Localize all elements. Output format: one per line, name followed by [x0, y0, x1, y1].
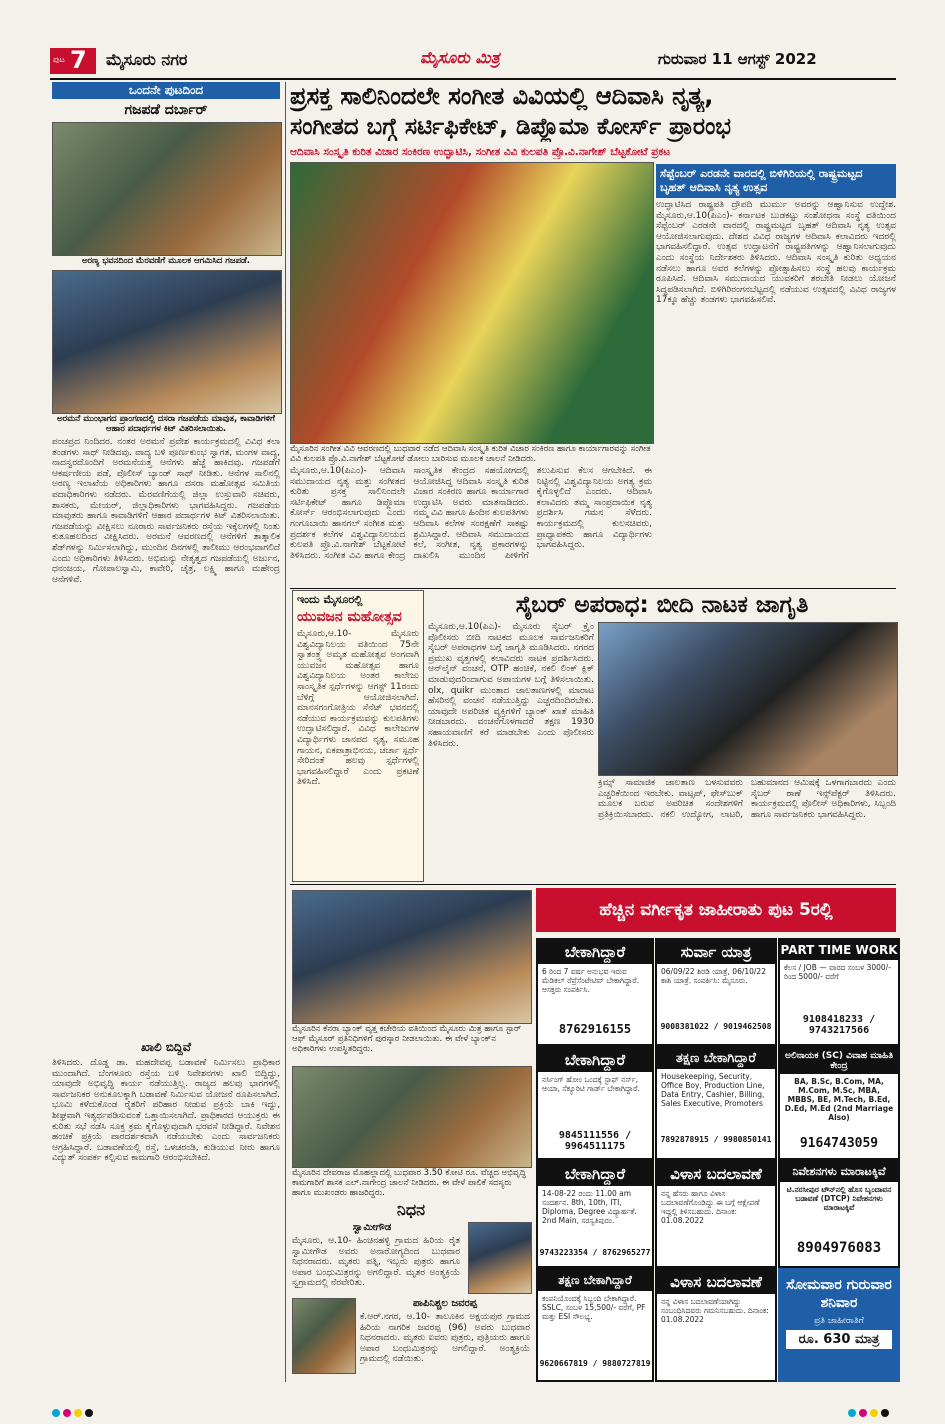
left-story-text: ಪಂಚಪ್ರದ ನಿಂದಿದರ. ನಂತರ ಅರಮನೆ ಪ್ರವೇಶ ಕಾರ್ಯಕ್ರಮದಲ್ಲಿ ವಿವಿಧ ಕಲಾ ತಂಡಗಳು ಸಾಥ್ ನೀಡಿದವು. ವಾದ್ಯ ಬಳಿ ಪೂರ್ಣಕುಂಭ ಸ್ವಾಗತ, ಮಂಗಳ ವಾದ್ಯ, ನಾದಸ್ವರದೊಂದಿಗೆ ಅರಮನೆಯತ್ತ ಆನೆಗಳು ಹೆಜ್ಜೆ ಹಾಕಿದವು. ಗಜಪಡೆಗೆ ಆಕರ್ಷಣೀಯ ಪಡೆ, ಪೊಲೀಸ್ ಬ್ಯಾಂಡ್ ಸಾಥ್ ನೀಡಿತು. ಆನೆಗಳ ಸಾಲಿನಲ್ಲಿ ಅರಣ್ಯ ಇಲಾಖೆಯ ಅಧಿಕಾರಿಗಳು ಹಾಗೂ ದಸರಾ ಮಹೋತ್ಸವ ಸಮಿತಿಯ ಪದಾಧಿಕಾರಿಗಳು ನಡೆದರು. ಮೆರವಣಿಗೆಯಲ್ಲಿ ಜಿಲ್ಲಾ ಉಸ್ತುವಾರಿ ಸಚಿವರು, ಶಾಸಕರು, ಮೇಯರ್, ಜಿಲ್ಲಾಧಿಕಾರಿಗಳು ಭಾಗವಹಿಸಿದ್ದರು. ಗಜಪಡೆಯ ಮಾವುತರು ಹಾಗೂ ಕಾವಾಡಿಗಳಿಗೆ ಆಹಾರ ಪದಾರ್ಥಗಳ ಕಿಟ್ ವಿತರಿಸಲಾಯಿತು. ಗಜಪಡೆಯನ್ನು ವೀಕ್ಷಿಸಲು ನೂರಾರು ಸಾರ್ವಜನಿಕರು ರಸ್ತೆಯ ಇಕ್ಕೆಲಗಳಲ್ಲಿ ನಿಂತು ಕುತೂಹಲದಿಂದ ವೀಕ್ಷಿಸಿದರು. ಅರಮನೆ ಆವರಣದಲ್ಲಿ ಆನೆಗಳಿಗೆ ತಾತ್ಕಾಲಿಕ ಶೆಡ್‌ಗಳನ್ನು ನಿರ್ಮಿಸಲಾಗಿದ್ದು, ಮುಂದಿನ ದಿನಗಳಲ್ಲಿ ತಾಲೀಮು ಆರಂಭವಾಗಲಿದೆ ಎಂದು ಅಧಿಕಾರಿಗಳು ತಿಳಿಸಿದರು. ಅಭಿಮನ್ಯು ನೇತೃತ್ವದ ಗಜಪಡೆಯಲ್ಲಿ ಅರ್ಜುನ, ಧನಂಜಯ, ಗೋಪಾಲಸ್ವಾಮಿ, ಕಾವೇರಿ, ಚೈತ್ರ, ಲಕ್ಷ್ಮಿ ಹಾಗೂ ಮಹೇಂದ್ರ ಆನೆಗಳಿವೆ. — [52, 437, 280, 585]
bank-award-photo — [292, 890, 532, 1024]
palace-kit-distribution-photo — [52, 270, 282, 414]
lead-headline-line1: ಪ್ರಸಕ್ತ ಸಾಲಿನಿಂದಲೇ ಸಂಗೀತ ವಿವಿಯಲ್ಲಿ ಆದಿವಾಸಿ ನೃತ್ಯ, — [290, 82, 714, 110]
ad-title: ಅಲಿನಾಯಕ (SC) ವಿವಾಹ ಮಾಹಿತಿ ಕೇಂದ್ರ — [780, 1048, 898, 1074]
obituary-photo2 — [292, 1298, 356, 1374]
ad-body: ನರ್ಸಿಂಗ್ ಹೋಂ ಒಂದಕ್ಕೆ ಸ್ಟಾಫ್ ನರ್ಸ್, ಆಯಾ, ಸೆಕ್ಯೂರಿಟಿ ಗಾರ್ಡ್ ಬೇಕಾಗಿದ್ದಾರೆ. — [542, 1075, 640, 1093]
ad-phone: 7892878915 / 9980850141 — [660, 1135, 772, 1144]
photo2-caption: ಅರಮನೆ ಮುಂಭಾಗದ ಪ್ರಾಂಗಣದಲ್ಲಿ ದಸರಾ ಗಜಪಡೆಯ ಮಾವುತ, ಕಾವಾಡಿಗಳಿಗೆ ಆಹಾರ ಪದಾರ್ಥಗಳ ಕಿಟ್ ವಿತರಿಸಲಾಯಿತು. — [57, 414, 275, 434]
obituary-text2: ಕೆ.ಆರ್.ನಗರ, ಆ.10- ತಾಲೂಕಿನ ಅಕ್ಷಯಪುರ ಗ್ರಾಮದ ಹಿರಿಯ ನಾಗರಿಕ ಜವರಪ್ಪ (96) ಅವರು ಬುಧವಾರ ನಿಧನರಾದರು. ಮೃತರು ಐವರು ಪುತ್ರರು, ಪುತ್ರಿಯರು ಹಾಗೂ ಅಪಾರ ಬಂಧುಮಿತ್ರರನ್ನು ಅಗಲಿದ್ದಾರೆ. ಅಂತ್ಯಕ್ರಿಯೆ ಗ್ರಾಮದಲ್ಲಿ ನಡೆಯಿತು. — [360, 1312, 530, 1365]
left-column-rule — [285, 82, 286, 1382]
ad-phone: 8904976083 — [796, 1240, 882, 1256]
ad-body: ನನ್ನ ಹೆಸರು ಹಾಗೂ ವಿಳಾಸ ಬದಲಾವಣೆಗೊಂಡಿದ್ದು ಈ ಬಗ್ಗೆ ಆಕ್ಷೇಪಣೆ ಇದ್ದಲ್ಲಿ ತಿಳಿಸಬಹುದು. ದಿನಾಂಕ: 01.08.2022 — [661, 1189, 760, 1225]
ad-body: ಕಂಪನಿಯೊಂದಕ್ಕೆ ಸಿಬ್ಬಂದಿ ಬೇಕಾಗಿದ್ದಾರೆ. SSLC, ಸಂಬಳ 15,500/- ವರೆಗೆ, PF ಮತ್ತು ESI ಸೌಲಭ್ಯ. — [542, 1294, 646, 1321]
ad-body: ಟಿ.ನರಸೀಪುರ ಟೌನ್‌ನಲ್ಲಿ ಹೊಸ ಬೃಂದಾವನ ಬಡಾವಣೆ (DTCP) ನಿವೇಶನಗಳು ಮಾರಾಟಕ್ಕಿವೆ — [786, 1185, 892, 1212]
page-label: ಪುಟ — [53, 55, 65, 64]
masthead: ಮೈಸೂರು ಮಿತ್ರ — [420, 48, 500, 67]
ad-rates-price: ರೂ. 630 ಮಾತ್ರ — [786, 1330, 892, 1349]
black-dot — [881, 1409, 889, 1417]
magenta-dot — [63, 1409, 71, 1417]
tribal-dance-photo — [290, 162, 654, 444]
ad-phone: 8762916155 — [558, 1022, 632, 1036]
ad-phone: 9164743059 — [799, 1136, 879, 1151]
elephant-procession-photo — [52, 122, 282, 256]
ad-phone: 9008381022 / 9019462508 — [660, 1022, 772, 1031]
yellow-dot — [74, 1409, 82, 1417]
ad-body: ಕೆಲಸ / JOB — ವಾರದ ಸಂಬಳ 3000/- ರಿಂದ 5000/- ವರೆಗೆ — [784, 963, 891, 981]
ad-title: ಬೇಕಾಗಿದ್ದಾರೆ — [538, 1162, 652, 1186]
registration-marks-right — [848, 1402, 892, 1421]
side-headline: ಸೆಪ್ಟೆಂಬರ್ ಎರಡನೇ ವಾರದಲ್ಲಿ ಬಿಳಿಗಿರಿಯಲ್ಲಿ ರಾಷ್ಟ್ರಮಟ್ಟದ ಬೃಹತ್ ಆದಿವಾಸಿ ನೃತ್ಯ ಉತ್ಸವ — [656, 164, 896, 198]
ad-title: PART TIME WORK — [780, 940, 898, 960]
page-header — [38, 44, 896, 78]
lead-photo-caption: ಮೈಸೂರಿನ ಸಂಗೀತ ವಿವಿ ಆವರಣದಲ್ಲಿ ಬುಧವಾರ ನಡೆದ ಆದಿವಾಸಿ ಸಂಸ್ಕೃತಿ ಕುರಿತ ವಿಚಾರ ಸಂಕಿರಣ ಹಾಗೂ ಕಾರ್ಯಾಗಾರವನ್ನು ಸಂಗೀತ ವಿವಿ ಕುಲಪತಿ ಪ್ರೊ.ವಿ.ನಾಗೇಶ್ ಬೆಟ್ಟಕೋಟೆ ಡೋಲು ಬಾರಿಸುವ ಮೂಲಕ ಚಾಲನೆ ನೀಡಿದರು. — [290, 444, 651, 464]
ad-phone: 9108418233 / 9743217566 — [802, 1014, 876, 1036]
obituary-name2: ಪಾಪಿನಿಶ್ಚಲ ಜವರಪ್ಪ — [413, 1298, 477, 1309]
classified-ad — [778, 938, 900, 1046]
mid-rule-2 — [290, 884, 896, 885]
cyan-dot — [848, 1409, 856, 1417]
ad-phone: 9743223354 / 8762965277 — [539, 1248, 651, 1257]
lead-headline — [290, 80, 896, 142]
ad-title: ಸುರ್ವಾ ಯಾತ್ರ — [657, 940, 775, 964]
ad-body: BA, B.Sc, B.Com, MA, M.Com, M.Sc, MBA, MBBS, BE, M.Tech, B.Ed, D.Ed, M.Ed (2nd Marriage Also) — [784, 1077, 894, 1122]
left-subhead: ಖಾಲಿ ಬಿದ್ದಿವೆ — [141, 1040, 191, 1054]
ad-title: ವಿಳಾಸ ಬದಲಾವಣೆ — [657, 1270, 775, 1294]
ad-phone: 9620667819 / 9880727819 — [539, 1359, 651, 1368]
street-play-photo — [598, 622, 898, 776]
bank-photo-caption: ಮೈಸೂರಿನ ಕೆನರಾ ಬ್ಯಾಂಕ್ ವೃತ್ತ ಕಚೇರಿಯ ವತಿಯಿಂದ ಮೈಸೂರು ಮಿತ್ರ ಹಾಗೂ ಸ್ಟಾರ್ ಆಫ್ ಮೈಸೂರ್ ಪ್ರತಿನಿಧಿಗಳಿಗೆ ಪುರಸ್ಕಾರ ನೀಡಲಾಯಿತು. ಈ ವೇಳೆ ಬ್ಯಾಂಕ್‌ನ ಅಧಿಕಾರಿಗಳು ಉಪಸ್ಥಿತರಿದ್ದರು. — [292, 1024, 522, 1054]
photo1-caption: ಅರಣ್ಯ ಭವನದಿಂದ ಮೆರವಣಿಗೆ ಮೂಲಕ ಆಗಮಿಸಿದ ಗಜಪಡೆ. — [81, 256, 251, 266]
left-band — [52, 82, 280, 99]
ad-rates-box — [778, 1268, 900, 1382]
ad-title: ತಕ್ಷಣ ಬೇಕಾಗಿದ್ದಾರೆ — [657, 1048, 775, 1069]
left-story-title: ಗಜಪಡೆ ದರ್ಬಾರ್ — [124, 102, 208, 118]
gift-photo-caption: ಮೈಸೂರಿನ ದೇವರಾಜ ಮೊಹಲ್ಲಾದಲ್ಲಿ ಬುಧವಾರ 3.50 ಕೋಟಿ ರೂ. ವೆಚ್ಚದ ಅಭಿವೃದ್ಧಿ ಕಾಮಗಾರಿಗೆ ಶಾಸಕ ಎಲ್.ನಾಗೇಂದ್ರ ಚಾಲನೆ ನೀಡಿದರು. ಈ ವೇಳೆ ಪಾಲಿಕೆ ಸದಸ್ಯರು ಹಾಗೂ ಮುಖಂಡರು ಹಾಜರಿದ್ದರು. — [292, 1168, 527, 1198]
obituary-name1: ಸ್ವಾಮೀಗೌಡ — [352, 1222, 392, 1233]
lead-subhead: ಆದಿವಾಸಿ ಸಂಸ್ಕೃತಿ ಕುರಿತ ವಿಚಾರ ಸಂಕಿರಣ ಉದ್ಘಾಟಿಸಿ, ಸಂಗೀತ ವಿವಿ ಕುಲಪತಿ ಪ್ರೊ.ವಿ.ನಾಗೇಶ್ ಬೆಟ್ಟಕೋಟೆ ಪ್ರಕಟ — [290, 146, 671, 158]
page-number-badge — [50, 48, 96, 74]
black-dot — [85, 1409, 93, 1417]
obituary-photo1 — [468, 1222, 532, 1294]
ad-body: 6 ರಿಂದ 7 ವರ್ಷ ಅನುಭವ ಇರುವ ಮೆಡಿಕಲ್ ರೆಪ್ರೆಸೆಂಟೇಟಿವ್ ಬೇಕಾಗಿದ್ದಾರೆ. ಆಸಕ್ತರು ಸಂಪರ್ಕಿಸಿ. — [542, 967, 639, 994]
lead-story-text: ಮೈಸೂರು,ಆ.10(ಪಿಎಂ)- ಆದಿವಾಸಿ ಸಮುದಾಯದ ನೃತ್ಯ ಮತ್ತು ಸಂಗೀತದ ಕುರಿತು ಪ್ರಸಕ್ತ ಸಾಲಿನಿಂದಲೇ ಸರ್ಟಿಫಿಕೇಟ್ ಹಾಗೂ ಡಿಪ್ಲೊಮಾ ಕೋರ್ಸ್ ಆರಂಭಿಸಲಾಗುವುದು ಎಂದು ಗಂಗೂಬಾಯಿ ಹಾನಗಲ್ ಸಂಗೀತ ಮತ್ತು ಪ್ರದರ್ಶಕ ಕಲೆಗಳ ವಿಶ್ವವಿದ್ಯಾನಿಲಯದ ಕುಲಪತಿ ಪ್ರೊ.ವಿ.ನಾಗೇಶ್ ಬೆಟ್ಟಕೋಟೆ ತಿಳಿಸಿದರು. ಸಂಗೀತ ವಿವಿ ಹಾಗೂ ಕೇಂದ್ರ ಸಾಂಸ್ಕೃತಿಕ ಕೇಂದ್ರದ ಸಹಯೋಗದಲ್ಲಿ ಆಯೋಜಿಸಿದ್ದ ಆದಿವಾಸಿ ಸಂಸ್ಕೃತಿ ಕುರಿತ ವಿಚಾರ ಸಂಕಿರಣ ಹಾಗೂ ಕಾರ್ಯಾಗಾರ ಉದ್ಘಾಟಿಸಿ ಅವರು ಮಾತನಾಡಿದರು. ನಮ್ಮ ವಿವಿ ಹಾಗೂ ಹಿಂದಿನ ಕುಲಪತಿಗಳು ಆದಿವಾಸಿ ಕಲೆಗಳ ಸಂರಕ್ಷಣೆಗೆ ಸಾಕಷ್ಟು ಶ್ರಮಿಸಿದ್ದಾರೆ. ಆದಿವಾಸಿ ಸಮುದಾಯದ ಕಲೆ, ಸಂಗೀತ, ನೃತ್ಯ ಪ್ರಕಾರಗಳನ್ನು ದಾಖಲಿಸಿ ಮುಂದಿನ ಪೀಳಿಗೆಗೆ ತಲುಪಿಸುವ ಕೆಲಸ ಆಗಬೇಕಿದೆ. ಈ ನಿಟ್ಟಿನಲ್ಲಿ ವಿಶ್ವವಿದ್ಯಾನಿಲಯ ಅಗತ್ಯ ಕ್ರಮ ಕೈಗೊಳ್ಳಲಿದೆ ಎಂದರು. ಆದಿವಾಸಿ ಕಲಾವಿದರು ತಮ್ಮ ಸಾಂಪ್ರದಾಯಿಕ ನೃತ್ಯ ಪ್ರದರ್ಶಿಸಿ ಗಮನ ಸೆಳೆದರು. ಕಾರ್ಯಕ್ರಮದಲ್ಲಿ ಕುಲಸಚಿವರು, ಪ್ರಾಧ್ಯಾಪಕರು ಹಾಗೂ ವಿದ್ಯಾರ್ಥಿಗಳು ಭಾಗವಹಿಸಿದ್ದರು. — [290, 466, 652, 561]
youth-text: ಮೈಸೂರು,ಆ.10- ಮೈಸೂರು ವಿಶ್ವವಿದ್ಯಾನಿಲಯ ವತಿಯಿಂದ 75ನೇ ಸ್ವಾತಂತ್ರ್ಯ ಅಮೃತ ಮಹೋತ್ಸವ ಅಂಗವಾಗಿ ಯುವಜನ ಮಹೋತ್ಸವ ಹಾಗೂ ವಿಶ್ವವಿದ್ಯಾನಿಲಯ ಅಂತರ ಕಾಲೇಜು ಸಾಂಸ್ಕೃತಿಕ ಸ್ಪರ್ಧೆಗಳನ್ನು ಆಗಸ್ಟ್ 11ರಂದು ಬೆಳಿಗ್ಗೆ ಆಯೋಜಿಸಲಾಗಿದೆ. ಮಾನಸಗಂಗೋತ್ರಿಯ ಸೆನೆಟ್ ಭವನದಲ್ಲಿ ನಡೆಯುವ ಕಾರ್ಯಕ್ರಮವನ್ನು ಕುಲಪತಿಗಳು ಉದ್ಘಾಟಿಸಲಿದ್ದಾರೆ. ವಿವಿಧ ಕಾಲೇಜುಗಳ ವಿದ್ಯಾರ್ಥಿಗಳು ಜಾನಪದ ನೃತ್ಯ, ಸಮೂಹ ಗಾಯನ, ಏಕಪಾತ್ರಾಭಿನಯ, ಚರ್ಚಾ ಸ್ಪರ್ಧೆ ಸೇರಿದಂತೆ ಹಲವು ಸ್ಪರ್ಧೆಗಳಲ್ಲಿ ಭಾಗವಹಿಸಲಿದ್ದಾರೆ ಎಂದು ಪ್ರಕಟಣೆ ತಿಳಿಸಿದೆ. — [297, 629, 419, 788]
classified-ad — [536, 1268, 654, 1382]
classified-ad — [778, 1046, 900, 1160]
youth-title: ಯುವಜನ ಮಹೋತ್ಸವ — [297, 609, 402, 625]
ad-rates-label: ಪ್ರತಿ ಜಾಹೀರಾತಿಗೆ — [814, 1316, 864, 1326]
classified-ad — [536, 938, 654, 1046]
ad-title: ಬೇಕಾಗಿದ್ದಾರೆ — [538, 940, 652, 964]
mid-rule — [290, 588, 896, 589]
ad-body: 14-08-22 ರಂದು 11.00 am ಸಂದರ್ಶನ. 8th, 10th, ITI, Diploma, Degree ವಿದ್ಯಾರ್ಹತೆ. 2nd Main, ಸರಸ್ವತಿಪುರಂ. — [542, 1189, 637, 1225]
development-work-photo — [292, 1066, 532, 1168]
ad-body: Housekeeping, Security, Office Boy, Production Line, Data Entry, Cashier, Billing, Sales Executive, Promoters — [661, 1072, 765, 1108]
classifieds-banner-text: ಹೆಚ್ಚಿನ ವರ್ಗೀಕೃತ ಜಾಹೀರಾತು ಪುಟ 5ರಲ್ಲಿ — [599, 900, 833, 920]
issue-date: ಗುರುವಾರ 11 ಆಗಸ್ಟ್ 2022 — [658, 50, 817, 68]
cyan-dot — [52, 1409, 60, 1417]
cyber-story-text: ಮೈಸೂರು,ಆ.10(ಪಿಎ)- ಮೈಸೂರು ಸೈಬರ್ ಕ್ರೈಂ ಪೊಲೀಸರು ಬೀದಿ ನಾಟಕದ ಮೂಲಕ ಸಾರ್ವಜನಿಕರಿಗೆ ಸೈಬರ್ ಅಪರಾಧಗಳ ಬಗ್ಗೆ ಜಾಗೃತಿ ಮೂಡಿಸಿದರು. ನಗರದ ಪ್ರಮುಖ ವೃತ್ತಗಳಲ್ಲಿ ಕಲಾವಿದರು ನಾಟಕ ಪ್ರದರ್ಶಿಸಿದರು. ಆನ್‌ಲೈನ್ ವಂಚನೆ, OTP ಹಂಚಿಕೆ, ನಕಲಿ ಲಿಂಕ್ ಕ್ಲಿಕ್ ಮಾಡುವುದರಿಂದಾಗುವ ಅಪಾಯಗಳ ಬಗ್ಗೆ ತಿಳಿಸಲಾಯಿತು. olx, quikr ಮುಂತಾದ ಜಾಲತಾಣಗಳಲ್ಲಿ ಮಾರಾಟ ಹೆಸರಿನಲ್ಲಿ ವಂಚನೆ ನಡೆಯುತ್ತಿದ್ದು ಎಚ್ಚರದಿಂದಿರಬೇಕು. ಯಾವುದೇ ಅಪರಿಚಿತ ವ್ಯಕ್ತಿಗಳಿಗೆ ಬ್ಯಾಂಕ್ ಖಾತೆ ಮಾಹಿತಿ ನೀಡಬಾರದು. ವಂಚನೆಗೊಳಗಾದರೆ ತಕ್ಷಣ 1930 ಸಹಾಯವಾಣಿಗೆ ಕರೆ ಮಾಡಬೇಕು ಎಂದು ಪೊಲೀಸರು ತಿಳಿಸಿದರು. — [428, 622, 594, 749]
classified-ad — [778, 1160, 900, 1268]
classifieds-banner — [536, 888, 896, 932]
classified-ad — [655, 1268, 777, 1382]
page-number: 7 — [70, 46, 87, 74]
obituary-title: ನಿಧನ — [396, 1200, 426, 1219]
ad-title: ಬೇಕಾಗಿದ್ದಾರೆ — [538, 1048, 652, 1072]
yellow-dot — [870, 1409, 878, 1417]
ad-title: ತಕ್ಷಣ ಬೇಕಾಗಿದ್ದಾರೆ — [538, 1270, 652, 1291]
classified-ad — [536, 1160, 654, 1268]
classified-ad — [536, 1046, 654, 1160]
ad-rates-days: ಸೋಮವಾರ ಗುರುವಾರ ಶನಿವಾರ — [786, 1277, 892, 1311]
youth-festival-box — [292, 590, 424, 882]
cyber-headline: ಸೈಬರ್ ಅಪರಾಧ: ಬೀದಿ ನಾಟಕ ಜಾಗೃತಿ — [515, 592, 809, 618]
youth-kicker: ಇಂದು ಮೈಸೂರಲ್ಲಿ — [297, 593, 363, 606]
classified-ad — [655, 938, 777, 1046]
magenta-dot — [859, 1409, 867, 1417]
ad-body: ನನ್ನ ವಿಳಾಸ ಬದಲಾವಣೆಯಾಗಿದ್ದು ಸಂಬಂಧಿಸಿದವರು ಗಮನಿಸಬಹುದು. ದಿನಾಂಕ: 01.08.2022 — [661, 1297, 769, 1324]
registration-marks-left — [52, 1402, 96, 1421]
ad-body: 06/09/22 ಶಿರಡಿ ಯಾತ್ರೆ, 06/10/22 ಕಾಶಿ ಯಾತ್ರೆ. ಸಂಪರ್ಕಿಸಿ: ಮೈಸೂರು. — [661, 967, 766, 985]
obituary-text1: ಮೈಸೂರು, ಆ.10- ಹಿಂಚಿನಹಳ್ಳಿ ಗ್ರಾಮದ ಹಿರಿಯ ರೈತ ಸ್ವಾಮೀಗೌಡ ಅವರು ಅನಾರೋಗ್ಯದಿಂದ ಬುಧವಾರ ನಿಧನರಾದರು. ಮೃತರು ಪತ್ನಿ, ಇಬ್ಬರು ಪುತ್ರರು ಹಾಗೂ ಅಪಾರ ಬಂಧುಮಿತ್ರರನ್ನು ಅಗಲಿದ್ದಾರೆ. ಮೃತರ ಅಂತ್ಯಕ್ರಿಯೆ ಸ್ವಗ್ರಾಮದಲ್ಲಿ ನೆರವೇರಿತು. — [292, 1236, 460, 1289]
lead-headline-line2: ಸಂಗೀತದ ಬಗ್ಗೆ ಸರ್ಟಿಫಿಕೇಟ್, ಡಿಪ್ಲೊಮಾ ಕೋರ್ಸ್ ಪ್ರಾರಂಭ — [290, 114, 731, 140]
left-band-label: ಒಂದನೇ ಪುಟದಿಂದ — [128, 83, 204, 97]
ad-phone: 9845111556 / 9964511175 — [558, 1130, 632, 1152]
ad-title: ನಿವೇಶನಗಳು ಮಾರಾಟಕ್ಕಿವೆ — [780, 1162, 898, 1182]
left-story-text2: ತಿಳಿಸಿದರು. ದೊಡ್ಡ ಡಾ. ಮಹದೇವಪ್ಪ ಬಡಾವಣೆ ನಿರ್ಮಿಸಲು ಪ್ರಾಧಿಕಾರ ಮುಂದಾಗಿದೆ. ಬೆಂಗಳೂರು ರಸ್ತೆಯ ಬಳಿ ನಿವೇಶನಗಳು ಖಾಲಿ ಬಿದ್ದಿದ್ದು, ಯಾವುದೇ ಅಭಿವೃದ್ಧಿ ಕಾರ್ಯ ನಡೆಯುತ್ತಿಲ್ಲ. ರಾಜ್ಯದ ಹಲವು ಭಾಗಗಳಲ್ಲಿ ಸಾರ್ವಜನಿಕರ ಅನುಕೂಲಕ್ಕಾಗಿ ಬಡಾವಣೆ ನಿರ್ಮಿಸುವ ಯೋಜನೆ ರೂಪಿಸಲಾಗಿದೆ. ಭೂಮಿ ಕಳೆದುಕೊಂಡ ರೈತರಿಗೆ ಪರಿಹಾರ ನೀಡುವ ಪ್ರಕ್ರಿಯೆ ಬಾಕಿ ಇದ್ದು, ಶೀಘ್ರವಾಗಿ ಇತ್ಯರ್ಥಪಡಿಸುವಂತೆ ಒತ್ತಾಯಿಸಲಾಗಿದೆ. ಪ್ರಾಧಿಕಾರದ ಆಯುಕ್ತರು ಈ ಕುರಿತು ಸಭೆ ನಡೆಸಿ ಸೂಕ್ತ ಕ್ರಮ ಕೈಗೊಳ್ಳುವುದಾಗಿ ಭರವಸೆ ನೀಡಿದ್ದಾರೆ. ನಿವೇಶನ ಹಂಚಿಕೆ ಪ್ರಕ್ರಿಯೆ ಪಾರದರ್ಶಕವಾಗಿ ನಡೆಯಬೇಕು ಎಂದು ಸಾರ್ವಜನಿಕರು ಆಗ್ರಹಿಸಿದ್ದಾರೆ. ಬಡಾವಣೆಯಲ್ಲಿ ರಸ್ತೆ, ಒಳಚರಂಡಿ, ಕುಡಿಯುವ ನೀರು ಹಾಗೂ ವಿದ್ಯುತ್ ಸಂಪರ್ಕ ಕಲ್ಪಿಸುವ ಕಾಮಗಾರಿ ಆರಂಭಿಸಬೇಕಿದೆ. — [52, 1058, 280, 1164]
classified-ad — [655, 1160, 777, 1268]
side-story-text: ಉದ್ಘಾಟಿಸಿದ ರಾಷ್ಟ್ರಪತಿ ದ್ರೌಪದಿ ಮುರ್ಮು ಅವರನ್ನು ಆಹ್ವಾನಿಸುವ ಉದ್ದೇಶ. ಮೈಸೂರು,ಆ.10(ಪಿಎಂ)- ಕರ್ನಾಟಕ ಬುಡಕಟ್ಟು ಸಂಶೋಧನಾ ಸಂಸ್ಥೆ ವತಿಯಿಂದ ಸೆಪ್ಟೆಂಬರ್ ಎರಡನೇ ವಾರದಲ್ಲಿ ರಾಷ್ಟ್ರಮಟ್ಟದ ಬೃಹತ್ ಆದಿವಾಸಿ ನೃತ್ಯ ಉತ್ಸವ ಆಯೋಜಿಸಲಾಗುವುದು. ದೇಶದ ವಿವಿಧ ರಾಜ್ಯಗಳ ಆದಿವಾಸಿ ಕಲಾವಿದರು ಇದರಲ್ಲಿ ಭಾಗವಹಿಸಲಿದ್ದಾರೆ. ಉತ್ಸವ ಉದ್ಘಾಟನೆಗೆ ರಾಷ್ಟ್ರಪತಿಗಳನ್ನು ಆಹ್ವಾನಿಸಲಾಗುವುದು ಎಂದು ಸಂಸ್ಥೆಯ ನಿರ್ದೇಶಕರು ತಿಳಿಸಿದರು. ಆದಿವಾಸಿ ಸಂಸ್ಕೃತಿ ಕುರಿತು ಅಧ್ಯಯನ ನಡೆಸಲು ಹಾಗೂ ಅವರ ಕಲೆಗಳನ್ನು ಪ್ರೋತ್ಸಾಹಿಸಲು ಸಂಸ್ಥೆ ಹಲವು ಕಾರ್ಯಕ್ರಮ ರೂಪಿಸಿದೆ. ಆದಿವಾಸಿ ಸಮುದಾಯದ ಯುವಕರಿಗೆ ತರಬೇತಿ ನೀಡಲು ಯೋಜನೆ ಸಿದ್ಧಪಡಿಸಲಾಗಿದೆ. ಬಿಳಿಗಿರಿರಂಗನಬೆಟ್ಟದಲ್ಲಿ ನಡೆಯುವ ಉತ್ಸವದಲ್ಲಿ ವಿವಿಧ ರಾಜ್ಯಗಳ 17ಕ್ಕೂ ಹೆಚ್ಚು ತಂಡಗಳು ಭಾಗವಹಿಸಲಿವೆ. — [656, 200, 896, 306]
ad-title: ವಿಳಾಸ ಬದಲಾವಣೆ — [657, 1162, 775, 1186]
cyber-story-text-right: ಕ್ರಿಮ್ಸ್ ಸಾಮಾಜಿಕ ಜಾಲತಾಣ ಬಳಸುವವರು ಎಚ್ಚರಿಕೆಯಿಂದ ಇರಬೇಕು. ವಾಟ್ಸಪ್, ಫೇಸ್‌ಬುಕ್ ಮೂಲಕ ಬರುವ ಅಪರಿಚಿತ ಸಂದೇಶಗಳಿಗೆ ಪ್ರತಿಕ್ರಿಯಿಸಬಾರದು. ನಕಲಿ ಉದ್ಯೋಗ, ಲಾಟರಿ, ಬಹುಮಾನದ ಆಮಿಷಕ್ಕೆ ಒಳಗಾಗಬಾರದು ಎಂದು ಸೈಬರ್ ಠಾಣೆ ಇನ್ಸ್‌ಪೆಕ್ಟರ್ ತಿಳಿಸಿದರು. ಕಾರ್ಯಕ್ರಮದಲ್ಲಿ ಪೊಲೀಸ್ ಅಧಿಕಾರಿಗಳು, ಸಿಬ್ಬಂದಿ ಹಾಗೂ ಸಾರ್ವಜನಿಕರು ಭಾಗವಹಿಸಿದ್ದರು. — [598, 778, 896, 820]
classified-ad — [655, 1046, 777, 1160]
section-title: ಮೈಸೂರು ನಗರ — [106, 50, 188, 69]
